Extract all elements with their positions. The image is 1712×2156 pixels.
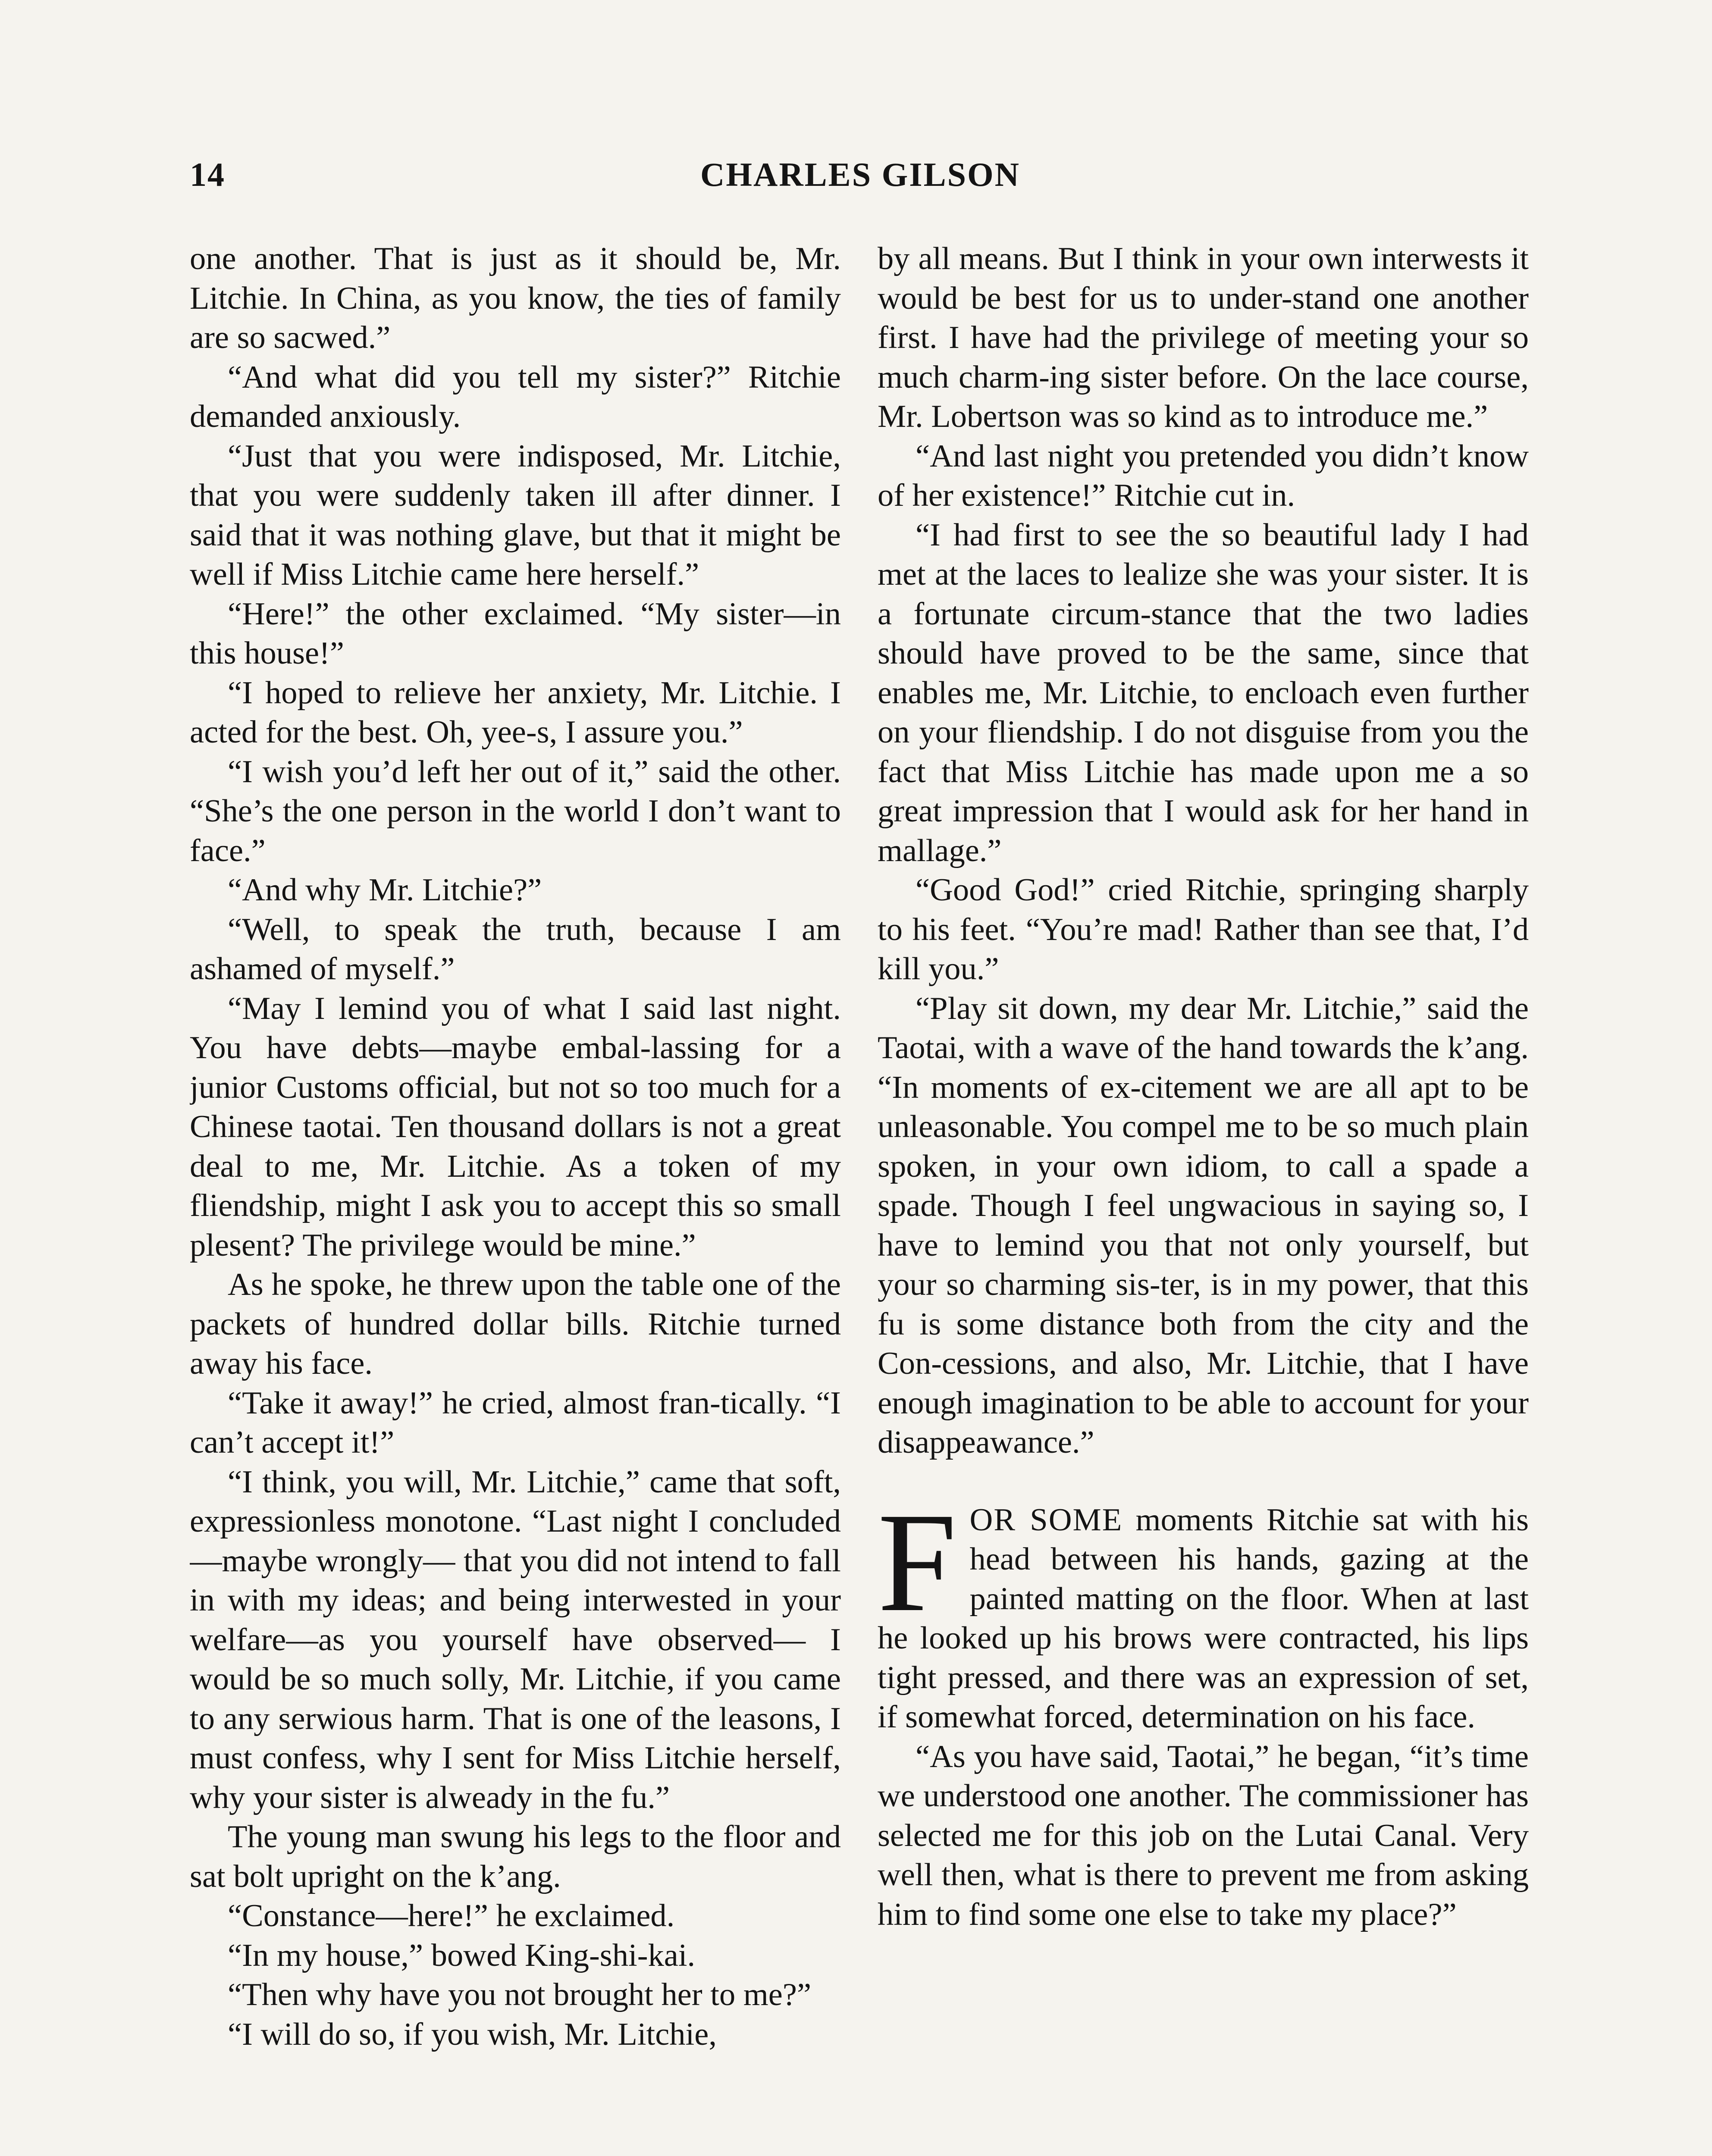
paragraph: “Then why have you not brought her to me?” <box>228 1977 812 2012</box>
paragraph: one another. That is just as it should be, Mr. Litchie. In China, as you know, the ties of family are so sacwed.” <box>190 241 841 355</box>
page-number: 14 <box>190 156 225 193</box>
left-column <box>190 239 841 2156</box>
paragraph: “Here!” the other exclaimed. “My sister—in this house!” <box>190 596 841 671</box>
paragraph: “Good God!” cried Ritchie, springing sharply to his feet. “You’re mad! Rather than see that, I’d kill you.” <box>878 872 1529 987</box>
paragraph: “I hoped to relieve her anxiety, Mr. Litchie. I acted for the best. Oh, yee-s, I assure you.” <box>190 675 841 750</box>
paragraph: “Well, to speak the truth, because I am ashamed of myself.” <box>190 912 841 987</box>
paragraph: “I had first to see the so beautiful lady I had met at the laces to lealize she was your sister. It is a fortunate circum-stance that the two ladies should have proved to be the same, since that enables me, Mr. Litchie, to encloach even further on your fliendship. I do not disguise from you the fact that Miss Litchie has made upon me a so great impression that I would ask for her hand in mallage.” <box>878 517 1529 868</box>
running-head: CHARLES GILSON <box>700 156 1021 193</box>
paragraph: “In my house,” bowed King-shi-kai. <box>228 1937 696 1973</box>
paragraph: As he spoke, he threw upon the table one of the packets of hundred dollar bills. Ritchie turned away his face. <box>190 1267 841 1381</box>
paragraph: “Just that you were indisposed, Mr. Litchie, that you were suddenly taken ill after dinner. I said that it was nothing glave, but that it might be well if Miss Litchie came here herself.” <box>190 438 841 592</box>
paragraph: “Constance—here!” he exclaimed. <box>228 1898 675 1934</box>
paragraph: “I will do so, if you wish, Mr. Litchie, <box>228 2016 717 2052</box>
paragraph: “And what did you tell my sister?” Ritchie demanded anxiously. <box>190 359 841 434</box>
paragraph-text: moments Ritchie sat with his head between his hands, gazing at the painted matting on the floor. When at last he looked up his brows were contracted, his lips tight pressed, and there was an expression of set, if somewhat forced, determination on his face. <box>878 1502 1529 1735</box>
right-column <box>878 239 1529 2156</box>
paragraph: “May I lemind you of what I said last night. You have debts—maybe embal-lassing for a junior Customs official, but not so too much for a Chinese taotai. Ten thousand dollars is not a great deal to me, Mr. Litchie. As a token of my fliendship, might I ask you to accept this so small plesent? The privilege would be mine.” <box>190 990 841 1263</box>
lead-in: OR SOME <box>969 1502 1123 1538</box>
paragraph: “And why Mr. Litchie?” <box>228 872 542 908</box>
paragraph: “Take it away!” he cried, almost fran-tically. “I can’t accept it!” <box>190 1385 841 1460</box>
drop-cap-paragraph <box>878 1483 1529 1737</box>
paragraph: “Play sit down, my dear Mr. Litchie,” said the Taotai, with a wave of the hand towards the k’ang. “In moments of ex-citement we are all apt to be unleasonable. You compel me to be so much plain spoken, in your own idiom, to call a spade a spade. Though I feel ungwacious in saying so, I have to lemind you that not only yourself, but your so charming sis-ter, is in my power, that this fu is some distance both from the city and the Con-cessions, and also, Mr. Litchie, that I have enough imagination to be able to account for your disappeawance.” <box>878 990 1529 1460</box>
paragraph: “And last night you pretended you didn’t know of her existence!” Ritchie cut in. <box>878 438 1529 513</box>
paragraph: “As you have said, Taotai,” he began, “it’s time we understood one another. The commissioner has selected me for this job on the Lutai Canal. Very well then, what is there to prevent me from asking him to find some one else to take my place?” <box>878 1739 1529 1932</box>
drop-cap: F <box>878 1483 957 1641</box>
paragraph: “I wish you’d left her out of it,” said the other. “She’s the one person in the world I don’t want to face.” <box>190 754 841 868</box>
paragraph: The young man swung his legs to the floor and sat bolt upright on the k’ang. <box>190 1819 841 1894</box>
paragraph: by all means. But I think in your own interwests it would be best for us to under-stand one another first. I have had the privilege of meeting your so much charm-ing sister before. On the lace course, Mr. Lobertson was so kind as to introduce me.” <box>878 241 1529 434</box>
page-header <box>190 155 1531 203</box>
paragraph: “I think, you will, Mr. Litchie,” came that soft, expressionless monotone. “Last night I concluded—maybe wrongly— that you did not intend to fall in with my ideas; and being interwested in your welfare—as you yourself have observed— I would be so much solly, Mr. Litchie, if you came to any serwious harm. That is one of the leasons, I must confess, why I sent for Miss Litchie herself, why your sister is alweady in the fu.” <box>190 1464 841 1815</box>
